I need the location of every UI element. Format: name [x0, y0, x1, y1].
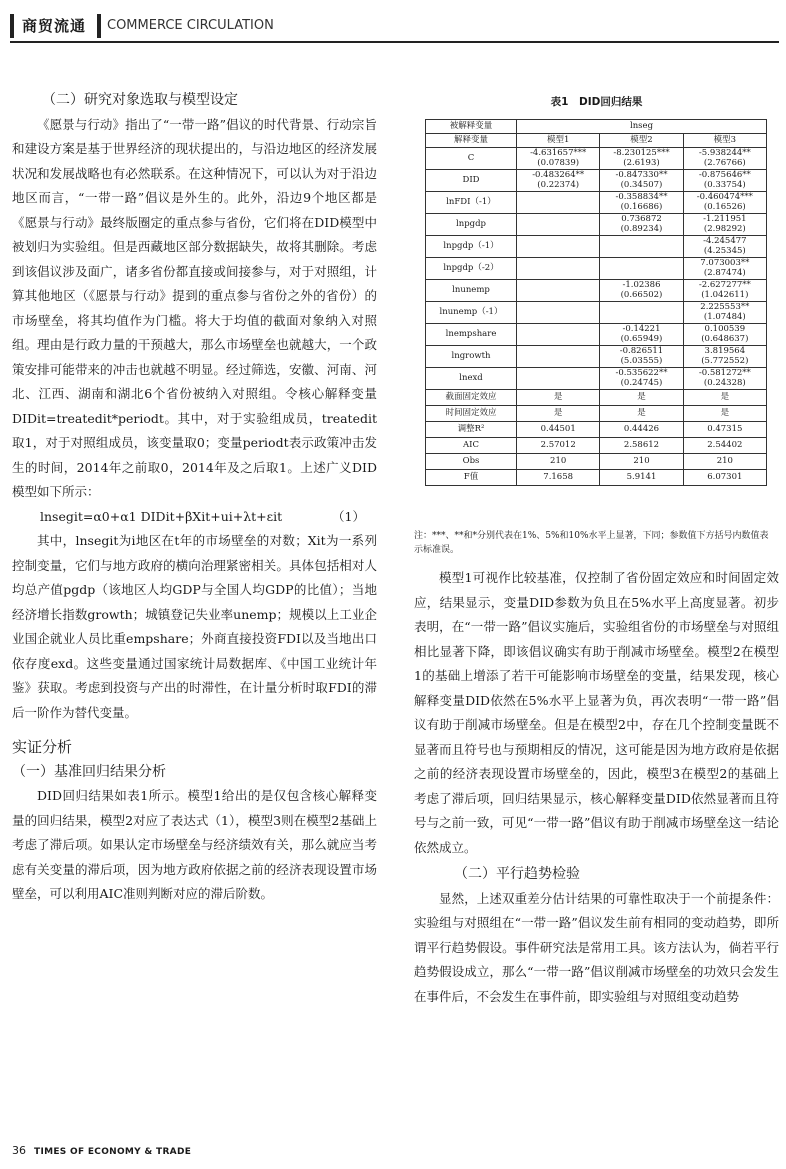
paragraph-parallel-trend: 显然，上述双重差分估计结果的可靠性取决于一个前提条件：实验组与对照组在“一带一路”倡议发生前有相同的变动趋势，即所谓平行趋势假设。事件研究法是常用工具。该方法认为，倘若平行趋势假设成立，那么“一带一路”倡议削减市场壁垒的功效只会发生在事件后，不会发生在事件前，即实验组与对照组变动趋势 — [414, 890, 779, 1004]
stat-row — [426, 454, 767, 470]
row-label: lnunemp — [426, 280, 517, 302]
coefficient: 0.100539 — [704, 324, 746, 334]
row-label: 调整R² — [426, 422, 517, 438]
std-error: (2.6193) — [623, 157, 660, 168]
coef-cell — [683, 170, 766, 192]
coef-cell — [600, 368, 683, 390]
coef-cell — [600, 346, 683, 368]
stat-row — [426, 470, 767, 486]
coef-cell — [683, 214, 766, 236]
regression-table — [425, 119, 767, 486]
page-header — [0, 0, 786, 48]
table-row — [426, 302, 767, 324]
coef-cell — [600, 170, 683, 192]
std-error: (2.87474) — [703, 267, 746, 278]
std-error: (0.34507) — [620, 179, 663, 190]
row-label: C — [426, 148, 517, 170]
row-label: lnFDI（-1） — [426, 192, 517, 214]
std-error: (0.16686) — [620, 201, 663, 212]
coefficient: -0.826511 — [619, 346, 664, 356]
stat-value: 是 — [600, 406, 683, 422]
stat-row — [426, 406, 767, 422]
dep-var-value: lnseg — [517, 120, 767, 134]
paragraph-variables: 其中，lnsegit为i地区在t年的市场壁垒的对数；Xit为一系列控制变量，它们与地方政府的横向治理紧密相关。具体包括相对人均总产值pgdp（该地区人均GDP与全国人均GDP的比值）；当地经济增长指数growth；城镇登记失业率unemp；规模以上工业企业国企就业人员比重empshare；外商直接投资FDI以及当地出口依存度exd。这些变量通过国家统计局数据库、《中国工业统计年鉴》获取。考虑到投资与产出的时滞性，在计量分析时取FDI的滞后一阶作为替代变量。 — [12, 533, 377, 720]
model-header: 模型3 — [683, 134, 766, 148]
std-error: (0.24328) — [703, 377, 746, 388]
table-header-row — [426, 134, 767, 148]
row-label: 截面固定效应 — [426, 390, 517, 406]
right-column — [414, 566, 779, 1009]
stat-value: 2.54402 — [683, 438, 766, 454]
table-row — [426, 170, 767, 192]
std-error: (0.22374) — [537, 179, 580, 190]
std-error: (2.98292) — [703, 223, 746, 234]
row-label: lnpgdp（-2） — [426, 258, 517, 280]
table-row — [426, 324, 767, 346]
coefficient: -4.245477 — [703, 236, 747, 246]
row-label: DID — [426, 170, 517, 192]
journal-name: TIMES OF ECONOMY & TRADE — [34, 1147, 192, 1157]
row-label: AIC — [426, 438, 517, 454]
std-error: (5.03555) — [620, 355, 663, 366]
stat-value: 是 — [683, 390, 766, 406]
stat-row — [426, 422, 767, 438]
coef-cell — [600, 258, 683, 280]
model-header: 模型2 — [600, 134, 683, 148]
coefficient: -0.14221 — [622, 324, 661, 334]
coef-cell — [517, 324, 600, 346]
table-row — [426, 346, 767, 368]
coef-cell — [600, 236, 683, 258]
stat-value: 2.58612 — [600, 438, 683, 454]
coefficient: -4.631657*** — [530, 148, 587, 158]
coefficient: -0.483264** — [532, 170, 585, 180]
left-column — [12, 88, 377, 907]
coef-cell — [600, 148, 683, 170]
heading-empirical-analysis: 实证分析 — [12, 738, 73, 756]
std-error: (0.65949) — [620, 333, 663, 344]
explanatory-var-label: 解释变量 — [426, 134, 517, 148]
coefficient: -2.627277** — [698, 280, 751, 290]
coefficient: 0.736872 — [621, 214, 662, 224]
coef-cell — [517, 258, 600, 280]
coef-cell — [683, 236, 766, 258]
std-error: (2.76766) — [703, 157, 746, 168]
coefficient: -8.230125*** — [613, 148, 670, 158]
coefficient: 2.225553** — [700, 302, 750, 312]
coef-cell — [683, 192, 766, 214]
std-error: (1.042611) — [701, 289, 749, 300]
std-error: (0.89234) — [620, 223, 663, 234]
paragraph-sample-selection: 《愿景与行动》指出了“一带一路”倡议的时代背景、行动宗旨和建设方案是基于世界经济的现状提出的，与沿边地区的经济发展状况和发展战略也有必然联系。在这种情况下，可以认为对于沿边地区而言，“一带一路”倡议是外生的。此外，沿边9个地区都是《愿景与行动》最终版圈定的重点参与省份，它们将在DID模型中被划归为实验组。但是西藏地区部分数据缺失，故将其删除。考虑到该倡议涉及面广，诸多省份都直接或间接参与，对于对照组，计算其他地区（《愿景与行动》提到的重点参与省份之外的省份）的市场壁垒，将其均值作为门槛。将大于均值的截面对象纳入对照组。理由是行政力量的干预越大，那么市场壁垒也就越大，一个政策安排可能带来的冲击也就越不明显。经过筛选，安徽、河南、河北、江西、湖南和湖北6个省份被纳入对照组。令核心解释变量DIDit=treatedit*periodt。其中，对于实验组成员，treatedit取1，对于对照组成员，该变量取0；变量periodt表示政策冲击发生的时间，2014年之前取0，2014年及之后取1。上述广义DID模型如下所示： — [12, 116, 377, 499]
std-error: (0.07839) — [537, 157, 580, 168]
stat-value: 210 — [683, 454, 766, 470]
coefficient: 3.819564 — [704, 346, 746, 356]
table-row — [426, 368, 767, 390]
coef-cell — [517, 280, 600, 302]
coefficient: 7.073003** — [700, 258, 750, 268]
table-row — [426, 258, 767, 280]
std-error: (5.772552) — [701, 355, 749, 366]
stat-value: 6.07301 — [683, 470, 766, 486]
coefficient: -5.938244** — [698, 148, 751, 158]
std-error: (0.33754) — [703, 179, 746, 190]
subheading-baseline: （一）基准回归结果分析 — [12, 763, 166, 780]
row-label: lnempshare — [426, 324, 517, 346]
equation-body: lnsegit=α0+α1 DIDit+βXit+ui+λt+εit — [40, 508, 283, 524]
std-error: (0.24745) — [620, 377, 663, 388]
header-bar-left — [10, 14, 14, 38]
section-title-cn: 商贸流通 — [22, 17, 87, 35]
subheading-parallel-trend: （二）平行趋势检验 — [454, 866, 580, 882]
dep-var-label: 被解释变量 — [426, 120, 517, 134]
coefficient: -1.211951 — [703, 214, 747, 224]
coef-cell — [517, 236, 600, 258]
page-footer — [12, 1144, 191, 1157]
subheading-research-design: （二）研究对象选取与模型设定 — [42, 92, 238, 108]
coef-cell — [517, 368, 600, 390]
stat-value: 是 — [683, 406, 766, 422]
coef-cell — [517, 346, 600, 368]
std-error: (1.07484) — [703, 311, 746, 322]
coef-cell — [683, 280, 766, 302]
table-note: 注：***、**和*分别代表在1%、5%和10%水平上显著，下同；参数值下方括号内数值表示标准误。 — [414, 531, 769, 555]
coef-cell — [600, 192, 683, 214]
std-error: (0.648637) — [701, 333, 749, 344]
coef-cell — [683, 346, 766, 368]
coef-cell — [683, 148, 766, 170]
coefficient: -0.581272** — [698, 368, 751, 378]
coefficient: -0.535622** — [615, 368, 668, 378]
equation-number: （1） — [332, 508, 365, 524]
row-label: F值 — [426, 470, 517, 486]
coefficient: -0.460474*** — [696, 192, 753, 202]
table-row — [426, 214, 767, 236]
model-header: 模型1 — [517, 134, 600, 148]
stat-value: 2.57012 — [517, 438, 600, 454]
std-error: (4.25345) — [703, 245, 746, 256]
stat-value: 210 — [600, 454, 683, 470]
coefficient: -0.847330** — [615, 170, 668, 180]
coef-cell — [600, 280, 683, 302]
coef-cell — [517, 302, 600, 324]
row-label: 时间固定效应 — [426, 406, 517, 422]
std-error: (0.16526) — [703, 201, 746, 212]
section-title-en: COMMERCE CIRCULATION — [107, 18, 274, 33]
stat-value: 是 — [517, 390, 600, 406]
table-row — [426, 280, 767, 302]
page-number: 36 — [12, 1144, 26, 1157]
table-row — [426, 148, 767, 170]
row-label: lnunemp（-1） — [426, 302, 517, 324]
equation-1 — [12, 505, 377, 530]
std-error: (0.66502) — [620, 289, 663, 300]
coef-cell — [600, 302, 683, 324]
table-row — [426, 236, 767, 258]
coefficient: -0.358834** — [615, 192, 668, 202]
coef-cell — [517, 214, 600, 236]
paragraph-baseline: DID回归结果如表1所示。模型1给出的是仅包含核心解释变量的回归结果，模型2对应了表达式（1），模型3则在模型2基础上考虑了滞后项。如果认定市场壁垒与经济绩效有关，那么就应当考虑有关变量的滞后项，因为地方政府依据之前的经济表现设置市场壁垒，可以利用AIC准则判断对应的滞后阶数。 — [12, 788, 377, 901]
coef-cell — [683, 368, 766, 390]
table-header-row — [426, 120, 767, 134]
header-bar-divider — [97, 14, 101, 38]
coefficient: -1.02386 — [622, 280, 661, 290]
stat-value: 0.44501 — [517, 422, 600, 438]
row-label: lnpgdp — [426, 214, 517, 236]
coef-cell — [683, 258, 766, 280]
row-label: lnexd — [426, 368, 517, 390]
coef-cell — [517, 148, 600, 170]
coef-cell — [600, 324, 683, 346]
row-label: lnpgdp（-1） — [426, 236, 517, 258]
stat-value: 0.47315 — [683, 422, 766, 438]
coef-cell — [600, 214, 683, 236]
coef-cell — [517, 170, 600, 192]
stat-value: 0.44426 — [600, 422, 683, 438]
stat-row — [426, 390, 767, 406]
table-row — [426, 192, 767, 214]
stat-value: 5.9141 — [600, 470, 683, 486]
coef-cell — [683, 302, 766, 324]
stat-row — [426, 438, 767, 454]
row-label: Obs — [426, 454, 517, 470]
stat-value: 是 — [517, 406, 600, 422]
coef-cell — [683, 324, 766, 346]
table-caption: 表1 DID回归结果 — [550, 96, 643, 108]
stat-value: 210 — [517, 454, 600, 470]
row-label: lngrowth — [426, 346, 517, 368]
coefficient: -0.875646** — [698, 170, 751, 180]
stat-value: 是 — [600, 390, 683, 406]
stat-value: 7.1658 — [517, 470, 600, 486]
coef-cell — [517, 192, 600, 214]
paragraph-model-results: 模型1可视作比较基准，仅控制了省份固定效应和时间固定效应，结果显示，变量DID参数为负且在5%水平上高度显著。初步表明，在“一带一路”倡议实施后，实验组省份的市场壁垒与对照组相比显著下降，即该倡议确实有助于削减市场壁垒。模型2在模型1的基础上增添了若干可能影响市场壁垒的变量，结果发现，核心解释变量DID依然在5%水平上显著为负，再次表明“一带一路”倡议有助于削减市场壁垒。但是在模型2中，存在几个控制变量既不显著而且符号也与预期相反的情况，这可能是因为地方政府是依据之前的经济表现设置市场壁垒的，因此，模型3在模型2的基础上考虑了滞后项，回归结果显示，核心解释变量DID依然显著而且符号与之前一致，可见“一带一路”倡议有助于削减市场壁垒这一结论依然成立。 — [414, 570, 779, 855]
header-rule — [10, 41, 779, 43]
